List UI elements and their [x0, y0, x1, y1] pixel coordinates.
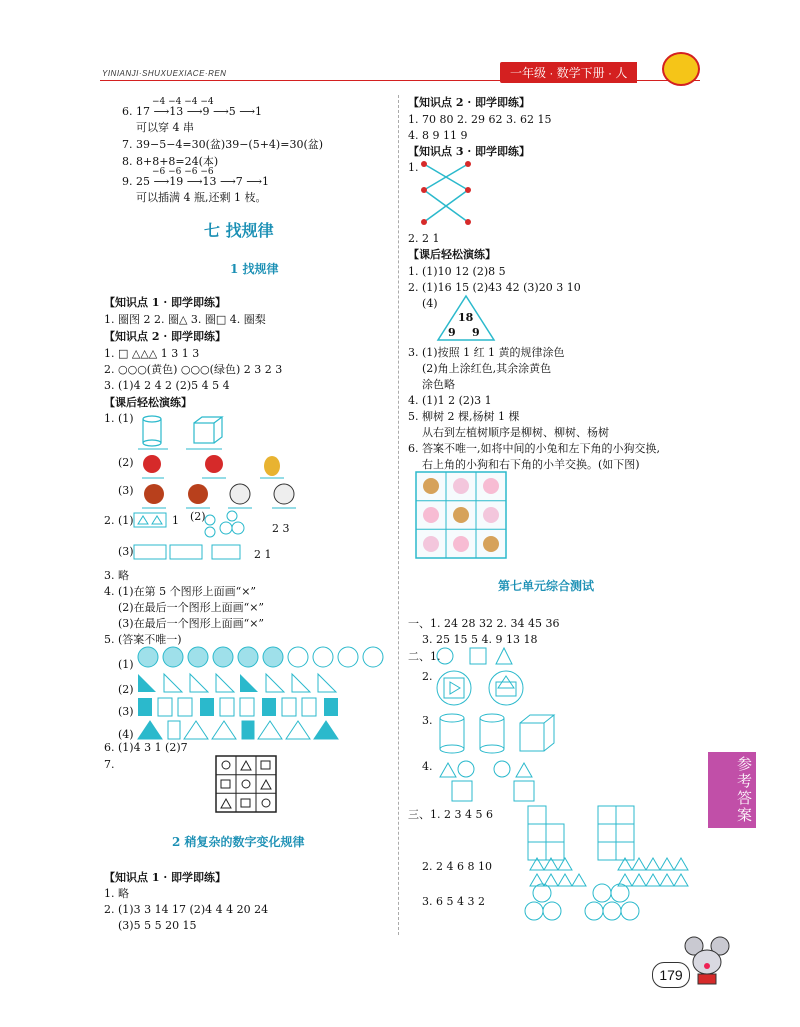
practice-heading: 【课后轻松演练】 [408, 248, 496, 261]
apple-icon [205, 455, 223, 473]
q5-label: 5. (答案不唯一) [104, 633, 182, 646]
q1-sub2-label: (2) [118, 456, 134, 469]
q7-label: 7. [104, 758, 115, 771]
rabbit-icon [423, 536, 439, 552]
kp1-answers: 1. 圈图 2 2. 圈△ 3. 圈□ 4. 圈梨 [104, 313, 266, 326]
test-part3-line3: 3. 6 5 4 3 2 [422, 895, 485, 908]
q5-circle-row [136, 646, 381, 670]
header-pinyin: YINIANJI·SHUXUEXIACE·REN [102, 69, 227, 78]
r-answer-4: 4. (1)1 2 (2)3 1 [408, 394, 492, 407]
cylinder-shape [143, 416, 161, 446]
answer-8: 8. 8+8+8=24(本) [122, 155, 219, 168]
rabbit-icon [453, 478, 469, 494]
q4-answer-2: (2)在最后一个图形上面画“×” [118, 601, 265, 614]
page-number: 179 [652, 962, 690, 988]
column-divider [398, 95, 399, 935]
q1-sub3-label: (3) [118, 484, 134, 497]
r-answer-5: 5. 柳树 2 棵,杨树 1 棵 [408, 410, 520, 423]
kp-heading: 【知识点 2 · 即学即练】 [408, 96, 530, 109]
mouse-mascot [684, 936, 730, 986]
unit-test-title: 第七单元综合测试 [498, 579, 595, 593]
test-part3-line2: 2. 2 4 6 8 10 [422, 860, 492, 873]
q2-sub2-label: (2) [190, 510, 206, 523]
test-part2-q4-shapes [438, 757, 548, 803]
q5-row2-label: (2) [118, 683, 134, 696]
q1-label: 1. (1) [104, 412, 134, 425]
q7-grid [216, 756, 278, 814]
dog-icon [423, 478, 439, 494]
practice-heading: 【课后轻松演练】 [104, 396, 192, 409]
q2-rects [134, 543, 244, 563]
q2-sub2-answers: 2 3 [272, 522, 290, 535]
dog-icon [453, 507, 469, 523]
kp2-answer-2: 2. ○○○(黄色) ○○○(绿色) 2 3 2 3 [104, 363, 283, 376]
q5-row3-label: (3) [118, 705, 134, 718]
kp-heading: 【知识点 1 · 即学即练】 [104, 296, 226, 309]
r-kp2-line1: 1. 70 80 2. 29 62 3. 62 15 [408, 113, 552, 126]
test-part2-q3-label: 3. [422, 714, 433, 727]
section2-title: 2 稍复杂的数字变化规律 [172, 835, 305, 849]
header-grade-label: 一年级 · 数学下册 · 人 [500, 62, 637, 83]
r-answer-3-1: 3. (1)按照 1 红 1 黄的规律涂色 [408, 346, 565, 359]
s2-answer-1: 1. 略 [104, 887, 129, 900]
sheep-icon [483, 478, 499, 494]
matching-diagram [420, 160, 480, 230]
answer-key-tab[interactable]: 参考答案 [708, 752, 756, 828]
basketball-icon [188, 484, 208, 504]
rabbit-icon [483, 507, 499, 523]
answer-7: 7. 39−5−4=30(盆)39−(5+4)=30(盆) [122, 138, 324, 151]
q5-triangle-row [136, 672, 346, 694]
apple-icon [143, 455, 161, 473]
r-kp3-label: 1. [408, 161, 419, 174]
kp-heading: 【知识点 2 · 即学即练】 [104, 330, 226, 343]
answer-6: 6. 17 ⟶13 ⟶9 ⟶5 ⟶1 [122, 105, 263, 118]
test-part2-q2-shapes [436, 668, 536, 708]
r-answer-3-2: (2)角上涂红色,其余涂黄色 [422, 362, 552, 375]
r-answer-6b: 右上角的小狗和右下角的小羊交换。(如下图) [422, 458, 640, 471]
answer-9b: 可以插满 4 瓶,还剩 1 枝。 [136, 191, 267, 204]
q4-answer-3: (3)在最后一个图形上面画“×” [118, 617, 265, 630]
q2-circles [190, 508, 260, 540]
kp-heading: 【知识点 3 · 即学即练】 [408, 145, 530, 158]
kp-heading: 【知识点 1 · 即学即练】 [104, 871, 226, 884]
sheep-icon [453, 536, 469, 552]
soccer-ball-icon [230, 484, 250, 504]
triangle-top-number: 18 [458, 311, 474, 324]
q1-fruit-row [142, 450, 302, 480]
test-part2-q3-shapes [438, 713, 558, 757]
test-part2-q1-shapes [436, 647, 516, 665]
ops-line: −6 −6 −6 −6 [152, 167, 214, 177]
q2-label: 2. (1) [104, 514, 134, 527]
r-kp2-line2: 4. 8 9 11 9 [408, 129, 468, 142]
q2-sub1-box [134, 511, 170, 529]
basketball-icon [144, 484, 164, 504]
answer-6b: 可以穿 4 串 [136, 121, 194, 134]
q5-row1-label: (1) [118, 658, 134, 671]
header-logo [662, 52, 700, 86]
ops-line: −4 −4 −4 −4 [152, 97, 214, 107]
r-answer-6: 6. 答案不唯一,如将中间的小兔和左下角的小狗交换, [408, 442, 660, 455]
r-answer-1: 1. (1)10 12 (2)8 5 [408, 265, 506, 278]
q2-sub1-answer: 1 [172, 514, 179, 527]
kp2-answer-3: 3. (1)4 2 4 2 (2)5 4 5 4 [104, 379, 230, 392]
q5-rect-row [136, 696, 346, 718]
r-answer-5b: 从右到左植树顺序是柳树、柳树、杨树 [422, 426, 609, 439]
q1-row1-shapes [138, 415, 338, 451]
soccer-ball-icon [274, 484, 294, 504]
q3-answer: 3. 略 [104, 569, 129, 582]
chapter-title: 七 找规律 [204, 221, 274, 240]
test-part3-line1: 三、1. 2 3 4 5 6 [408, 808, 493, 821]
r-answer-3-3: 涂色略 [422, 378, 455, 391]
dog-icon [483, 536, 499, 552]
q6-answer: 6. (1)4 3 1 (2)7 [104, 741, 188, 754]
r-answer-2-sub4: (4) [422, 297, 438, 310]
q2-sub3-label: (3) [118, 545, 134, 558]
cube-shape [194, 417, 222, 443]
test-part2-label: 二、1. [408, 650, 441, 663]
kp2-answer-1: 1. □ △△△ 1 3 1 3 [104, 347, 200, 360]
q5-row4-label: (4) [118, 728, 134, 741]
r-answer-2: 2. (1)16 15 (2)43 42 (3)20 3 10 [408, 281, 581, 294]
triangle-left-number: 9 [448, 326, 456, 339]
s2-answer-3: (3)5 5 5 20 15 [118, 919, 197, 932]
triangle-right-number: 9 [472, 326, 480, 339]
test-part2-q2-label: 2. [422, 670, 433, 683]
test-part3-q3-circles [520, 883, 640, 933]
q2-sub3-answers: 2 1 [254, 548, 272, 561]
sheep-icon [423, 507, 439, 523]
s2-answer-2: 2. (1)3 3 14 17 (2)4 4 4 20 24 [104, 903, 269, 916]
test-part1-line1: 一、1. 24 28 32 2. 34 45 36 [408, 617, 560, 630]
answer-9: 9. 25 ⟶19 ⟶13 ⟶7 ⟶1 [122, 175, 270, 188]
pear-icon [264, 456, 280, 476]
q5-mixed-row [136, 719, 346, 741]
section-title: 1 找规律 [230, 262, 279, 276]
r-kp3-answer-2: 2. 2 1 [408, 232, 440, 245]
q4-answer-1: 4. (1)在第 5 个图形上面画“×” [104, 585, 257, 598]
test-part2-q4-label: 4. [422, 760, 433, 773]
test-part1-line2: 3. 25 15 5 4. 9 13 18 [422, 633, 538, 646]
animal-grid [416, 472, 508, 560]
